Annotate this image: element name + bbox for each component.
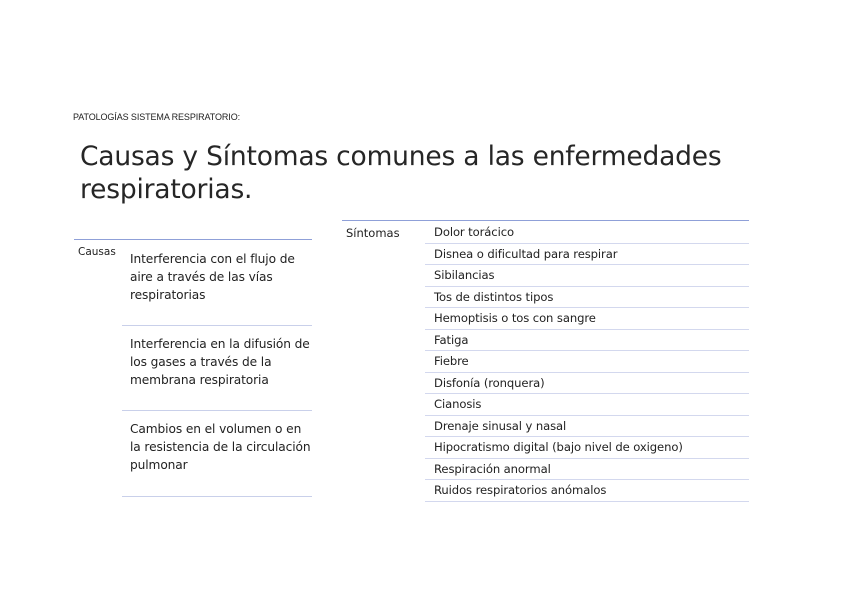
symptom-item: Disfonía (ronquera) xyxy=(425,373,749,395)
cause-divider xyxy=(122,325,312,326)
symptom-item: Drenaje sinusal y nasal xyxy=(425,416,749,438)
cause-divider xyxy=(122,410,312,411)
cause-divider xyxy=(122,496,312,497)
cause-item: Interferencia en la difusión de los gases a través de la membrana respiratoria xyxy=(130,337,310,387)
sintomas-label: Síntomas xyxy=(346,226,400,240)
symptom-item: Tos de distintos tipos xyxy=(425,287,749,309)
page-title: Causas y Síntomas comunes a las enfermedades respiratorias. xyxy=(80,141,722,205)
cause-item: Interferencia con el flujo de aire a través de las vías respiratorias xyxy=(130,252,295,302)
symptom-item: Sibilancias xyxy=(425,265,749,287)
section-overline: PATOLOGÍAS SISTEMA RESPIRATORIO: xyxy=(73,112,241,122)
symptom-item: Respiración anormal xyxy=(425,459,749,481)
symptom-item: Hemoptisis o tos con sangre xyxy=(425,308,749,330)
symptom-item: Fiebre xyxy=(425,351,749,373)
symptom-item: Disnea o dificultad para respirar xyxy=(425,244,749,266)
symptom-item: Ruidos respiratorios anómalos xyxy=(425,480,749,502)
cause-item: Cambios en el volumen o en la resistencia de la circulación pulmonar xyxy=(130,422,311,472)
causas-divider xyxy=(74,239,312,240)
symptom-item: Dolor torácico xyxy=(425,222,749,244)
causas-label: Causas xyxy=(78,246,116,258)
symptom-item: Fatiga xyxy=(425,330,749,352)
symptom-item: Cianosis xyxy=(425,394,749,416)
symptom-item: Hipocratismo digital (bajo nivel de oxigeno) xyxy=(425,437,749,459)
sintomas-divider xyxy=(342,220,749,221)
sintomas-list xyxy=(425,222,749,502)
